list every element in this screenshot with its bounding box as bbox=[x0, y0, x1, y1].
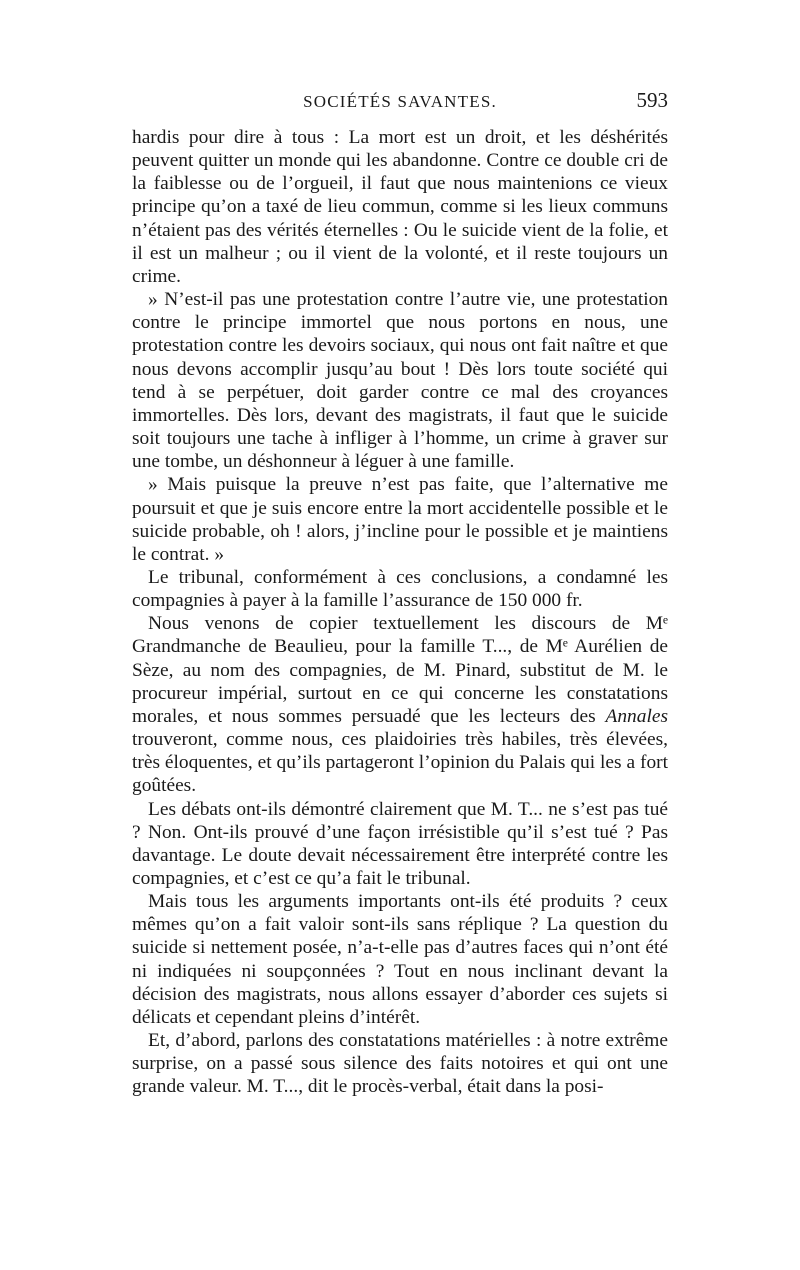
paragraph-5-start: Nous venons de copier textuellement les discours de Mᵉ Grandmanche de Beaulieu, pour la famille T..., de Mᵉ Aurélien de Sèze, au nom des compagnies, de M. Pinard, substitut de M. le procureur impérial, surtout en ce qui concerne les constatations morales, et nous sommes persuadé que les lecteurs des bbox=[132, 613, 668, 727]
paragraph-4: Le tribunal, conformément à ces conclusions, a condamné les compagnies à payer à la famille l’assurance de 150 000 fr. bbox=[132, 566, 668, 612]
paragraph-8: Et, d’abord, parlons des constatations matérielles : à notre extrême surprise, on a passé sous silence des faits notoires et qui ont une grande valeur. M. T..., dit le procès-verbal, était dans la posi- bbox=[132, 1030, 668, 1098]
body-text bbox=[132, 126, 668, 1099]
annales-title: Annales bbox=[605, 705, 668, 727]
paragraph-3: » Mais puisque la preuve n’est pas faite, que l’alternative me poursuit et que je suis encore entre la mort accidentelle possible et le suicide probable, oh ! alors, j’incline pour le possible et je maintiens le contrat. » bbox=[132, 474, 668, 565]
page-number: 593 bbox=[636, 88, 668, 112]
paragraph-5-end: trouveront, comme nous, ces plaidoiries très habiles, très élevées, très éloquentes, et qu’ils partageront l’opinion du Palais qui les a fort goûtées. bbox=[132, 729, 668, 797]
running-title: SOCIÉTÉS SAVANTES. bbox=[303, 92, 497, 111]
paragraph-7: Mais tous les arguments importants ont-ils été produits ? ceux mêmes qu’on a fait valoir sont-ils sans réplique ? La question du suicide si nettement posée, n’a-t-elle pas d’autres faces qui n’ont été ni indiquées ni soupçonnées ? Tout en nous inclinant devant la décision des magistrats, nous allons essayer d’aborder ces sujets si délicats et cependant pleins d’intérêt. bbox=[132, 891, 668, 1028]
paragraph-2: » N’est-il pas une protestation contre l’autre vie, une protestation contre le principe immortel que nous portons en nous, une protestation contre les devoirs sociaux, qui nous ont fait naître et que nous devons accomplir jusqu’au bout ! Dès lors toute société qui tend à se perpétuer, doit garder contre ce mal des croyances immortelles. Dès lors, devant des magistrats, il faut que le suicide soit toujours une tache à infliger à l’homme, un crime à graver sur une tombe, un déshonneur à léguer à une famille. bbox=[132, 289, 668, 473]
running-head bbox=[132, 88, 668, 120]
paragraph-6: Les débats ont-ils démontré clairement que M. T... ne s’est pas tué ? Non. Ont-ils prouvé d’une façon irrésistible qu’il s’est tué ? Pas davantage. Le doute devait nécessairement être interprété contre les compagnies, et c’est ce qu’a fait le tribunal. bbox=[132, 798, 668, 889]
paragraph-5 bbox=[132, 612, 668, 797]
paragraph-1: hardis pour dire à tous : La mort est un droit, et les déshérités peuvent quitter un monde qui les abandonne. Contre ce double cri de la faiblesse ou de l’orgueil, il faut que nous maintenions ce vieux principe qu’on a taxé de lieu commun, comme si les lieux communs n’étaient pas des vérités éternelles : Ou le suicide vient de la folie, et il est un malheur ; ou il vient de la volonté, et il reste toujours un crime. bbox=[132, 127, 668, 287]
